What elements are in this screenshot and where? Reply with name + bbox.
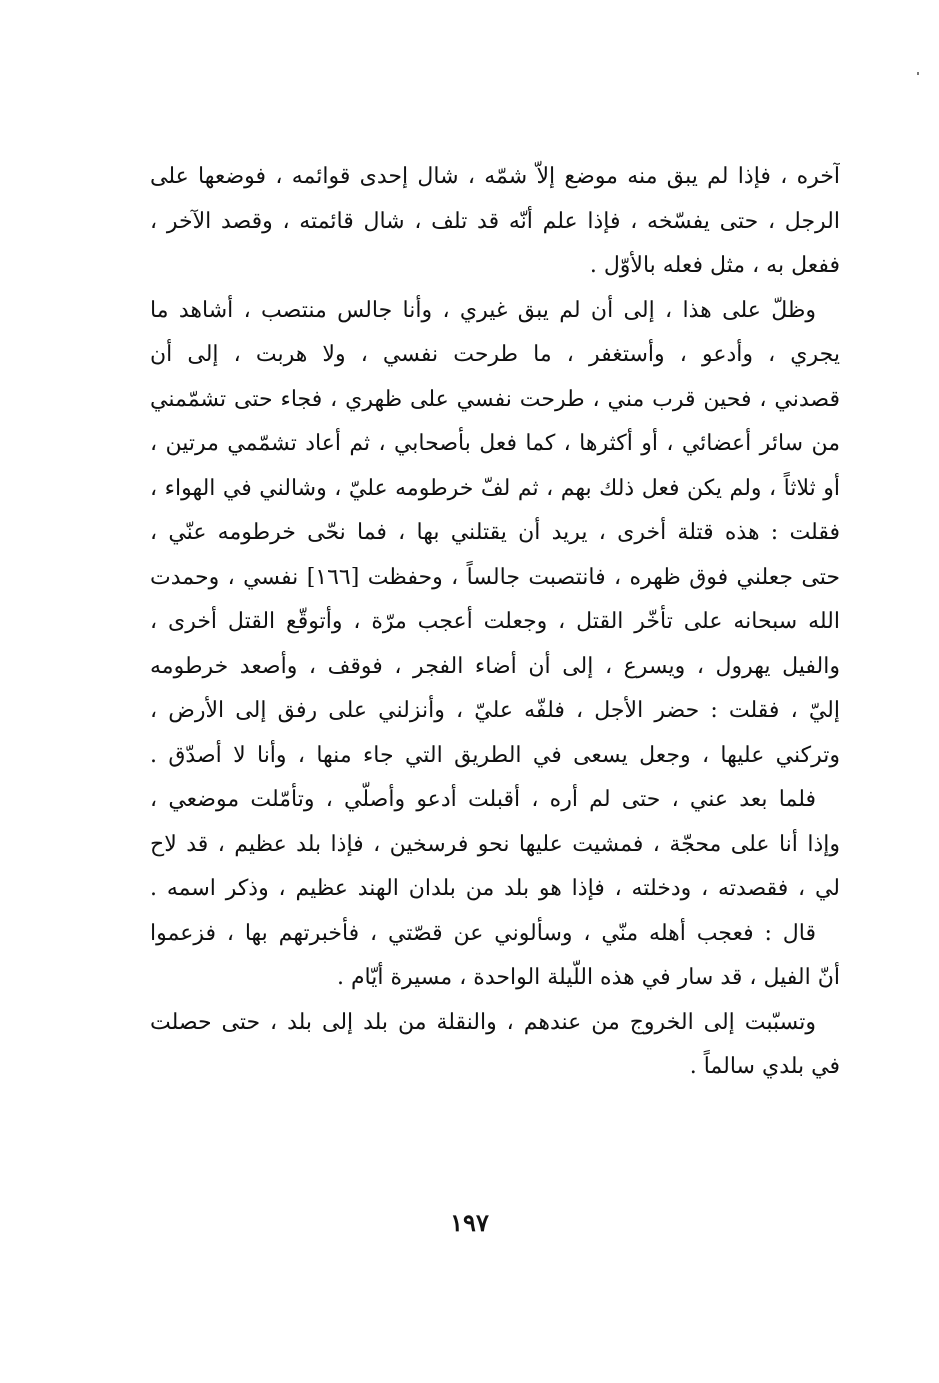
text-line: وتركني عليها ، وجعل يسعى في الطريق التي جاء منها ، وأنا لا أصدّق .: [150, 742, 840, 768]
text-line: والفيل يهرول ، ويسرع ، إلى أن أضاء الفجر ، فوقف ، وأصعد خرطومه: [150, 653, 840, 679]
body-text: [150, 155, 840, 1090]
page-number: ١٩٧: [450, 1208, 489, 1237]
text-line: أنّ الفيل ، قد سار في هذه اللّيلة الواحدة ، مسيرة أيّام .: [336, 965, 840, 990]
text-line: من سائر أعضائي ، أو أكثرها ، كما فعل بأصحابي ، ثم أعاد تشمّمي مرتين ،: [150, 431, 840, 456]
text-line: لي ، فقصدته ، ودخلته ، فإذا هو بلد من بلدان الهند عظيم ، وذكر اسمه .: [150, 876, 840, 901]
text-line: وإذا أنا على محجّة ، فمشيت عليها نحو فرسخين ، فإذا بلد عظيم ، قد لاح: [150, 831, 840, 857]
text-line: آخره ، فإذا لم يبق منه موضع إلاّ شمّه ، شال إحدى قوائمه ، فوضعها على: [150, 164, 840, 189]
text-line: يجري ، وأدعو ، وأستغفر ، ما طرحت نفسي ، ولا هربت ، إلى أن: [150, 342, 840, 367]
text-line: قال : فعجب أهله منّي ، وسألوني عن قصّتي ، فأخبرتهم بها ، فزعموا: [150, 920, 816, 946]
text-line: فلما بعد عني ، حتى لم أره ، أقبلت أدعو وأصلّي ، وتأمّلت موضعي ،: [150, 787, 816, 812]
text-line: الله سبحانه على تأخّر القتل ، وجعلت أعجب مرّة ، وأتوقّع القتل أخرى ،: [150, 609, 840, 634]
text-line: فقلت : هذه قتلة أخرى ، يريد أن يقتلني بها ، فما نحّى خرطومه عنّي ،: [150, 520, 840, 545]
text-line: إليّ ، فقلت : حضر الأجل ، فلفّه عليّ ، وأنزلني على رفق إلى الأرض ،: [150, 698, 840, 723]
text-line: ففعل به ، مثل فعله بالأوّل .: [589, 253, 840, 278]
text-line: وظلّ على هذا ، إلى أن لم يبق غيري ، وأنا جالس منتصب ، أشاهد ما: [150, 297, 816, 323]
margin-mark: [917, 72, 919, 75]
text-line: وتسبّبت إلى الخروج من عندهم ، والنقلة من بلد إلى بلد ، حتى حصلت: [150, 1009, 816, 1035]
text-line: قصدني ، فحين قرب مني ، طرحت نفسي على ظهري ، فجاء حتى تشمّمني: [150, 386, 840, 412]
text-line: أو ثلاثاً ، ولم يكن فعل ذلك بهم ، ثم لفّ خرطومه عليّ ، وشالني في الهواء ،: [150, 475, 840, 501]
text-line: في بلدي سالماً .: [689, 1054, 840, 1079]
text-line: حتى جعلني فوق ظهره ، فانتصبت جالساً ، وحفظت [١٦٦] نفسي ، وحمدت: [150, 564, 840, 590]
text-line: الرجل ، حتى يفسّخه ، فإذا علم أنّه قد تلف ، شال قائمته ، وقصد الآخر ،: [150, 208, 840, 234]
